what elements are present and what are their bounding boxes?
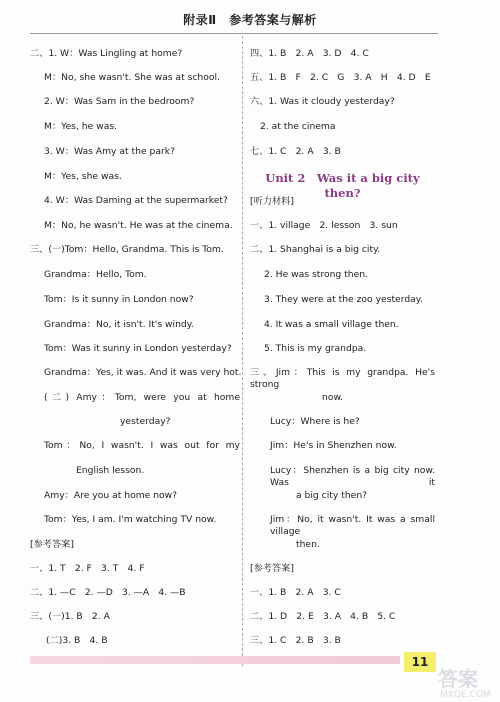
- left-column-line: M：No, he wasn't. He was at the cinema.: [44, 220, 233, 231]
- right-column-line: 四、1. B 2. A 3. D 4. C: [250, 48, 369, 59]
- svg-text:MXQE.COM: MXQE.COM: [440, 690, 491, 700]
- right-column-line: Lucy：Where is he?: [270, 416, 360, 427]
- right-column-line: a big city then?: [296, 490, 368, 501]
- right-column-line: 六、1. Was it cloudy yesterday?: [250, 96, 395, 107]
- right-column-line: Jim：He's in Shenzhen now.: [270, 440, 397, 451]
- left-column-line: yesterday?: [120, 416, 171, 427]
- right-column-line: Jim：No, it wasn't. It was a small village: [270, 514, 435, 537]
- right-column-line: [听力材料]: [250, 196, 294, 207]
- left-column-line: Tom：Was it sunny in London yesterday?: [44, 343, 232, 354]
- right-column-line: 2. He was strong then.: [264, 269, 369, 280]
- left-column-line: M：Yes, she was.: [44, 171, 122, 182]
- left-column-line: (二) Amy：Tom, were you at home: [44, 392, 240, 403]
- footer-band: [30, 656, 400, 664]
- header-rule: [30, 33, 438, 34]
- left-column-line: 一、1. T 2. F 3. T 4. F: [30, 563, 145, 574]
- left-column-line: 4. W：Was Daming at the supermarket?: [44, 195, 228, 206]
- left-column-line: Tom：No, I wasn't. I was out for my: [44, 440, 240, 451]
- right-column-line: 一、1. B 2. A 3. C: [250, 587, 341, 598]
- right-column-line: 二、1. Shanghai is a big city.: [250, 244, 381, 255]
- right-column-line: 三、Jim：This is my grandpa. He's strong: [250, 367, 435, 390]
- page-title: 附录Ⅱ 参考答案与解析: [183, 13, 317, 27]
- left-column-line: 三、(一)Tom：Hello, Grandma. This is Tom.: [30, 244, 224, 255]
- page-number: 11: [404, 652, 436, 672]
- unit-title: Unit 2 Was it a big city then?: [265, 171, 420, 200]
- left-column-line: Grandma：Yes, it was. And it was very hot.: [44, 367, 242, 378]
- right-column-line: 2. at the cinema: [260, 121, 336, 132]
- left-column-line: M：Yes, he was.: [44, 121, 118, 132]
- left-column-line: Amy：Are you at home now?: [44, 490, 178, 501]
- left-column-line: Tom：Yes, I am. I'm watching TV now.: [44, 514, 217, 525]
- left-column-line: [参考答案]: [30, 539, 74, 550]
- left-column-line: English lesson.: [76, 465, 145, 476]
- column-divider: [242, 36, 243, 666]
- right-column-line: 五、1. B F 2. C G 3. A H 4. D E: [250, 72, 431, 83]
- left-column-line: (二)3. B 4. B: [46, 635, 108, 646]
- right-column-line: 5. This is my grandpa.: [264, 343, 367, 354]
- left-column-line: M：No, she wasn't. She was at school.: [44, 72, 220, 83]
- right-column-line: Lucy：Shenzhen is a big city now. Was it: [270, 465, 435, 488]
- left-column-line: 2. W：Was Sam in the bedroom?: [44, 96, 195, 107]
- right-column-line: 4. It was a small village then.: [264, 319, 399, 330]
- left-column-line: 3. W：Was Amy at the park?: [44, 146, 175, 157]
- watermark-logo: [436, 660, 496, 700]
- svg-text:答案: 答案: [438, 667, 478, 691]
- right-column-line: 二、1. D 2. E 3. A 4. B 5. C: [250, 611, 396, 622]
- page-header: [0, 0, 500, 36]
- left-column-line: 二、1. —C 2. —D 3. —A 4. —B: [30, 587, 186, 598]
- right-column-line: then.: [296, 539, 320, 550]
- right-column-line: [参考答案]: [250, 563, 294, 574]
- right-column-line: 一、1. village 2. lesson 3. sun: [250, 220, 398, 231]
- left-column-line: 二、1. W：Was Lingling at home?: [30, 48, 183, 59]
- left-column-line: Grandma：No, it isn't. It's windy.: [44, 319, 194, 330]
- right-column-line: now.: [322, 392, 344, 403]
- left-column-line: 三、(一)1. B 2. A: [30, 611, 110, 622]
- right-column-line: 七、1. C 2. A 3. B: [250, 146, 341, 157]
- left-column-line: Grandma：Hello, Tom.: [44, 269, 147, 280]
- right-column-line: 3. They were at the zoo yesterday.: [264, 294, 423, 305]
- left-column-line: Tom：Is it sunny in London now?: [44, 294, 194, 305]
- right-column-line: 三、1. C 2. B 3. B: [250, 635, 341, 646]
